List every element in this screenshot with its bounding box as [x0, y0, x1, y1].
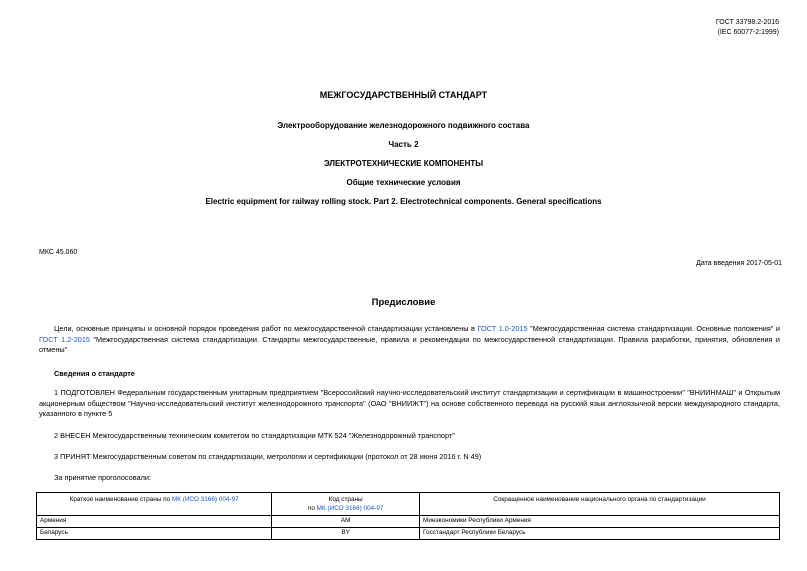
item-2-paragraph: 2 ВНЕСЕН Межгосударственным техническим комитетом по стандартизации МТК 524 "Железнодорожный транспорт": [54, 431, 455, 440]
doc-iec-reference: (IEC 60077-2:1999): [717, 29, 779, 37]
header-country-code: [272, 493, 420, 516]
standard-components: ЭЛЕКТРОТЕХНИЧЕСКИЕ КОМПОНЕНТЫ: [323, 159, 484, 168]
header-country-text: Краткое наименование страны по: [69, 496, 172, 503]
document-identifier: [716, 18, 779, 38]
item-3-paragraph: 3 ПРИНЯТ Межгосударственным советом по стандартизации, метрологии и сертификации (протокол от 28 июня 2016 г. N 49): [54, 452, 482, 461]
standard-general: Общие технические условия: [346, 178, 461, 187]
gost-1-2-link[interactable]: ГОСТ 1.2-2015: [39, 334, 90, 344]
header-national-body: Сокращенное наименование национального органа по стандартизации: [420, 493, 780, 516]
national-body: Минэкономики Республики Армения: [420, 516, 780, 528]
mks-code: МКС 45.060: [39, 249, 78, 256]
intro-text-1: Цели, основные принципы и основной порядок проведения работ по межгосударственной стандартизации установлены в: [54, 324, 478, 333]
standard-subject: Электрооборудование железнодорожного подвижного состава: [277, 121, 530, 130]
country-name: Беларусь: [37, 527, 272, 539]
header-code-line1: Код страны: [328, 496, 363, 503]
country-code: AM: [272, 516, 420, 528]
country-name: Армения: [37, 516, 272, 528]
mk-iso-3166-code-link[interactable]: МК (ИСО 3166) 004-97: [316, 504, 384, 512]
header-code-text: по: [307, 504, 317, 512]
doc-number: ГОСТ 33798.2-2016: [715, 19, 779, 26]
intro-text-3: "Межгосударственная система стандартизации. Стандарты межгосударственные, правила и рекомендации по межгосударственной стандартизации. Правила разработки, принятия, обновления и отмены": [39, 334, 781, 355]
gost-1-0-link[interactable]: ГОСТ 1.0-2015: [477, 324, 528, 333]
item-1-paragraph: 1 ПОДГОТОВЛЕН Федеральным государственным унитарным предприятием "Всероссийский научно-исследовательский институт стандартизации и сертификации в машиностроении" "ВНИИНМАШ" и Открытым акционерным обществом "Научно-исследовательский институт железнодорожного транспорта" (ОАО "ВНИИЖТ") на основе собственного перевода на русский язык англоязычной версии международного стандарта, указанного в пункте 5: [39, 388, 780, 419]
vote-label: За принятие проголосовали:: [54, 473, 151, 482]
national-body: Госстандарт Республики Беларусь: [420, 527, 780, 539]
standard-part: Часть 2: [388, 140, 419, 149]
voting-states-table: [36, 492, 780, 540]
header-country-name: [37, 493, 272, 516]
info-heading: Сведения о стандарте: [54, 369, 135, 378]
table-header-row: [37, 493, 780, 516]
intro-date: Дата введения 2017-05-01: [696, 260, 782, 267]
standard-english-title: Electric equipment for railway rolling stock. Part 2. Electrotechnical components. General specifications: [205, 197, 602, 206]
mk-iso-3166-link[interactable]: МК (ИСО 3166) 004-97: [171, 496, 239, 503]
table-row: [37, 527, 780, 539]
foreword-intro-paragraph: [39, 324, 780, 356]
table-row: [37, 516, 780, 528]
foreword-heading: Предисловие: [371, 297, 436, 308]
country-code: BY: [272, 527, 420, 539]
standard-heading: МЕЖГОСУДАРСТВЕННЫЙ СТАНДАРТ: [319, 90, 488, 100]
intro-text-2: "Межгосударственная система стандартизации. Основные положения" и: [527, 324, 780, 333]
